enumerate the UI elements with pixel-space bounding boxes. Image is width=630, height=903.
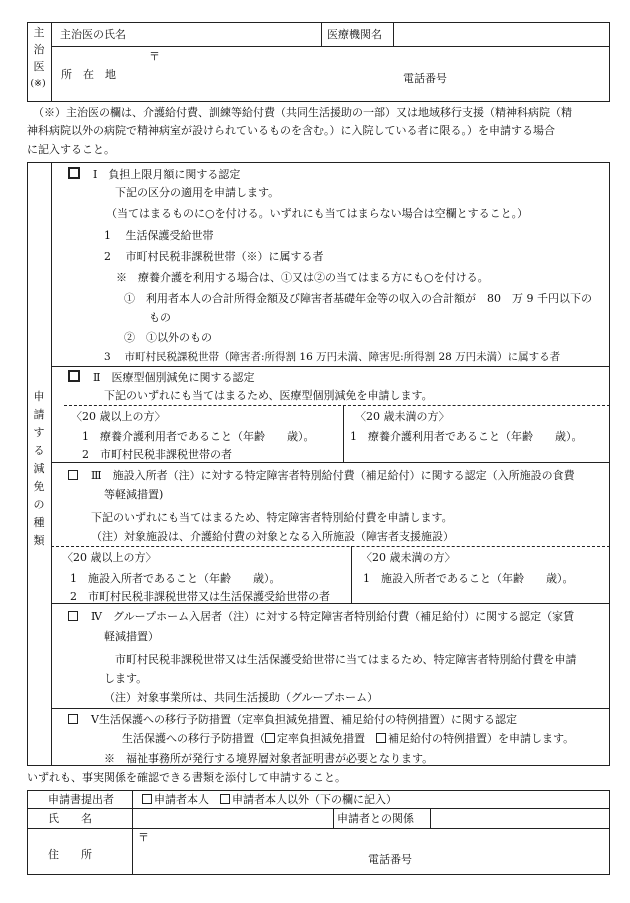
submitter-address-label: 住 所 [48, 848, 92, 861]
institution-name-label: 医療機関名 [327, 28, 382, 41]
divider [64, 405, 610, 406]
section-1-line: 1 生活保護受給世帯 [104, 229, 214, 242]
section-3-left-item: 1 施設入所者であること（年齢 歳）。 [70, 572, 281, 585]
section-2-right-item: 1 療養介護利用者であること（年齢 歳）。 [350, 430, 583, 443]
divider [51, 462, 610, 463]
reduction-side-label: 申 請 す る 減 免 の 種 類 [33, 390, 45, 547]
section-3-note: （注）対象施設は、介護給付費の対象となる入所施設（障害者支援施設） [91, 530, 454, 543]
section-2-left-head: 〈20 歳以上の方〉 [71, 410, 166, 423]
section-1-checkbox[interactable] [68, 167, 80, 179]
postal-mark: 〒 [149, 50, 160, 63]
divider [333, 808, 334, 828]
submitter-postal-mark: 〒 [138, 831, 149, 844]
section-1-line: （当てはまるものに○を付ける。いずれにも当てはまらない場合は空欄とすること。） [106, 207, 529, 220]
divider [51, 22, 52, 102]
physician-side-label: 主 治 医 (※) [30, 26, 46, 89]
physician-phone-label: 電話番号 [403, 72, 447, 85]
submitter-name-label: 氏 名 [48, 812, 92, 825]
submitter-relation-label: 申請者との関係 [337, 812, 414, 825]
divider [351, 546, 352, 603]
section-2-left-item: 2 市町村民税非課税世帯の者 [82, 448, 232, 461]
divider [51, 162, 52, 766]
submitter-other-checkbox[interactable] [220, 794, 230, 804]
divider [430, 808, 431, 828]
divider [393, 22, 394, 46]
divider [27, 808, 610, 809]
section-1-line: 下記の区分の適用を申請します。 [115, 186, 280, 199]
section-2-right-head: 〈20 歳未満の方〉 [355, 410, 450, 423]
divider [27, 828, 610, 829]
section-3-checkbox[interactable] [68, 470, 78, 480]
option-fixed-rate-checkbox[interactable] [265, 733, 275, 743]
physician-note-line: に記入すること。 [27, 143, 115, 156]
section-2-title: Ⅱ 医療型個別減免に関する認定 [68, 370, 254, 385]
section-4-title-cont: 軽減措置） [104, 630, 159, 643]
section-1-line: ① 利用者本人の合計所得金額及び障害者基礎年金等の収入の合計額が 80 万 9 千円以下の [124, 292, 592, 305]
section-3-title: Ⅲ 施設入所者（注）に対する特定障害者特別給付費（補足給付）に関する認定（入所施設の食費 [68, 469, 575, 483]
section-3-right-item: 1 施設入所者であること（年齢 歳）。 [363, 572, 574, 585]
divider [51, 366, 610, 367]
section-4-line: します。 [104, 672, 148, 685]
section-3-left-head: 〈20 歳以上の方〉 [62, 551, 157, 564]
section-3-title-cont: 等軽減措置) [104, 488, 164, 501]
divider [343, 405, 344, 462]
divider [51, 603, 610, 604]
physician-address-label: 所 在 地 [61, 68, 116, 81]
section-1-line: 2 市町村民税非課税世帯（※）に属する者 [104, 250, 324, 263]
section-5-note: ※ 福祉事務所が発行する境界層対象者証明書が必要となります。 [104, 752, 434, 765]
attach-note: いずれも、事実関係を確認できる書類を添付して申請すること。 [27, 771, 346, 784]
divider [51, 708, 610, 709]
section-1-line: もの [149, 311, 171, 324]
physician-name-label: 主治医の氏名 [60, 28, 126, 41]
section-4-checkbox[interactable] [68, 611, 78, 621]
divider [321, 22, 322, 46]
submitter-options: 申請者本人 申請者本人以外（下の欄に記入） [142, 793, 397, 807]
submitter-phone-label: 電話番号 [368, 853, 412, 866]
section-5-line: 生活保護への移行予防措置（ 定率負担減免措置 補足給付の特例措置）を申請します。 [122, 732, 575, 745]
section-1-line: 3 市町村民税課税世帯（障害者:所得割 16 万円未満、障害児:所得割 28 万円未満）に属する者 [104, 351, 561, 363]
section-5-title: Ⅴ生活保護への移行予防措置（定率負担減免措置、補足給付の特例措置）に関する認定 [68, 713, 517, 727]
section-5-checkbox[interactable] [68, 714, 78, 724]
submitter-label: 申請書提出者 [48, 793, 114, 806]
section-4-title: Ⅳ グループホーム入居者（注）に対する特定障害者特別給付費（補足給付）に関する認定（家賃 [68, 610, 574, 624]
section-2-checkbox[interactable] [68, 370, 80, 382]
section-3-left-item: 2 市町村民税非課税世帯又は生活保護受給世帯の者 [70, 590, 330, 603]
option-supplement-checkbox[interactable] [376, 733, 386, 743]
section-3-line: 下記のいずれにも当てはまるため、特定障害者特別給付費を申請します。 [91, 511, 453, 524]
physician-note-line: 神科病院以外の病院で精神病室が設けられているものを含む。）に入院している者に限る。）を申請する場合 [27, 124, 555, 137]
section-3-right-head: 〈20 歳未満の方〉 [361, 551, 456, 564]
section-2-line: 下記のいずれにも当てはまるため、医療型個別減免を申請します。 [104, 389, 433, 402]
divider [132, 790, 133, 875]
section-4-line: 市町村民税非課税世帯又は生活保護受給世帯に当てはまるため、特定障害者特別給付費を申請 [115, 653, 577, 666]
physician-note-line: （※）主治医の欄は、介護給付費、訓練等給付費（共同生活援助の一部）又は地域移行支援（精神科病院（精 [33, 106, 572, 119]
divider [51, 46, 610, 47]
section-1-title: Ⅰ 負担上限月額に関する認定 [68, 167, 240, 182]
section-1-line: ② ①以外のもの [124, 331, 212, 344]
submitter-self-checkbox[interactable] [142, 794, 152, 804]
section-4-note: （注）対象事業所は、共同生活援助（グループホーム） [104, 691, 379, 704]
divider [51, 546, 610, 547]
section-2-left-item: 1 療養介護利用者であること（年齢 歳）。 [82, 430, 315, 443]
section-1-line: ※ 療養介護を利用する場合は、①又は②の当てはまる方にも○を付ける。 [116, 271, 489, 284]
